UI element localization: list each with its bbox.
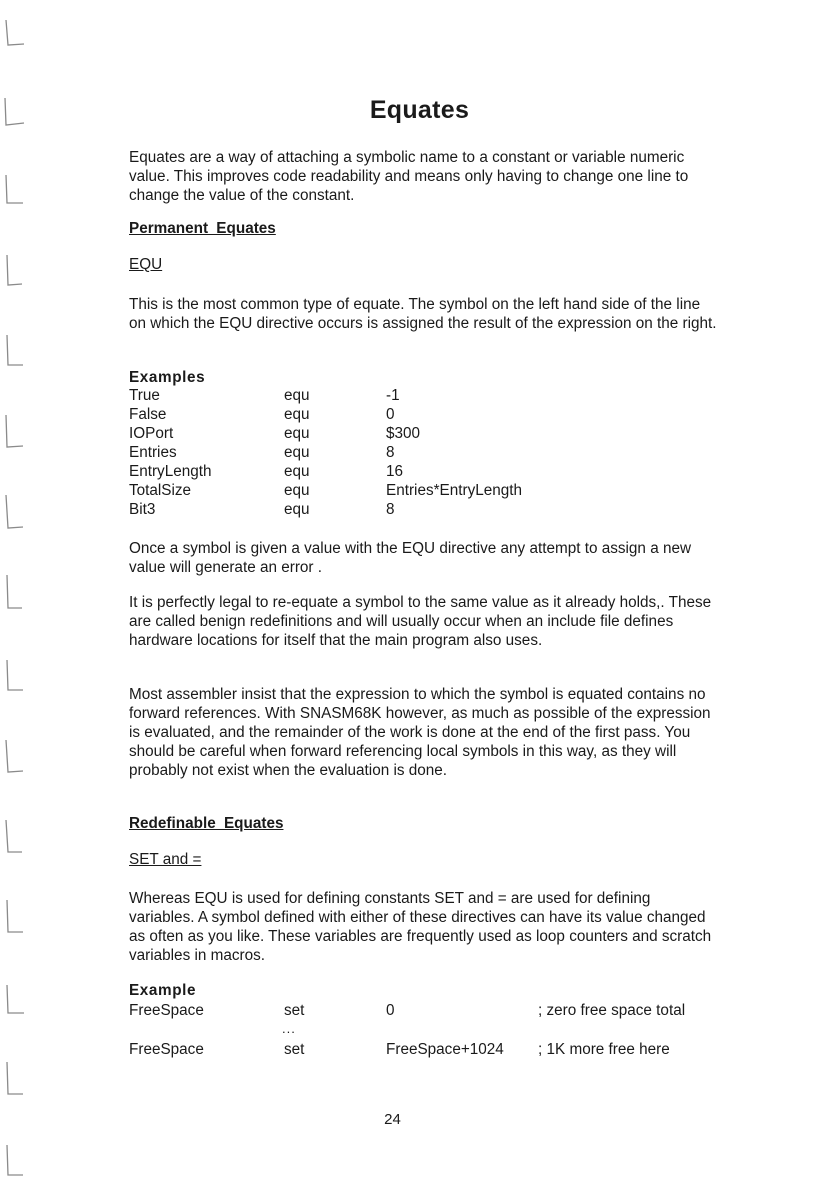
table-row [129, 424, 729, 443]
symbol-cell: TotalSize [129, 482, 192, 499]
ellipsis-row [129, 1020, 729, 1040]
value-cell: Entries*EntryLength [386, 482, 523, 499]
symbol-cell: FreeSpace [129, 1002, 204, 1019]
value-cell: 8 [386, 501, 395, 518]
directive-cell: equ [284, 406, 310, 423]
symbol-cell: Bit3 [129, 501, 156, 518]
page-number: 24 [384, 1111, 401, 1128]
directive-cell: equ [284, 463, 310, 480]
symbol-cell: False [129, 406, 167, 423]
table-row [129, 481, 729, 500]
symbol-cell: IOPort [129, 425, 174, 442]
table-row [129, 462, 729, 481]
equ-subheading: EQU [129, 256, 163, 273]
table-row [129, 386, 729, 405]
directive-cell: equ [284, 387, 310, 404]
symbol-cell: FreeSpace [129, 1041, 204, 1058]
redefinable-equates-heading: Redefinable Equates [129, 815, 284, 832]
symbol-cell: True [129, 387, 160, 404]
comment-cell: ; 1K more free here [538, 1041, 670, 1058]
value-cell: 8 [386, 444, 395, 461]
equ-examples-table [129, 386, 729, 519]
example-label: Example [129, 982, 197, 999]
value-cell: FreeSpace+1024 [386, 1041, 504, 1058]
value-cell: -1 [386, 387, 400, 404]
directive-cell: equ [284, 501, 310, 518]
value-cell: 0 [386, 1002, 395, 1019]
directive-cell: equ [284, 444, 310, 461]
set-example-table [129, 1001, 729, 1059]
value-cell: 0 [386, 406, 395, 423]
table-row [129, 443, 729, 462]
directive-cell: set [284, 1002, 305, 1019]
permanent-equates-heading: Permanent Equates [129, 220, 276, 237]
table-row [129, 500, 729, 519]
value-cell: 16 [386, 463, 404, 480]
intro-paragraph: Equates are a way of attaching a symbolic name to a constant or variable numeric value. This improves code readability and means only having to change one line to change the value of the constant. [129, 149, 689, 204]
forward-reference-paragraph: Most assembler insist that the expression to which the symbol is equated contains no forward references. With SNASM68K however, as much as possible of the expression is evaluated, and the remainder of the work is done at the end of the first pass. You should be careful when forward referencing local symbols in this way, as they will probably not exist when the evaluation is done. [129, 686, 711, 779]
set-description: Whereas EQU is used for defining constants SET and = are used for defining variables. A symbol defined with either of these directives can have its value changed as often as you like. These variables are frequently used as loop counters and scratch variables in macros. [129, 890, 712, 964]
symbol-cell: Entries [129, 444, 177, 461]
ellipsis: ... [282, 1021, 296, 1036]
equ-description: This is the most common type of equate. The symbol on the left hand side of the line on which the EQU directive occurs is assigned the result of the expression on the right. [129, 296, 717, 332]
set-subheading: SET and = [129, 851, 202, 868]
table-row [129, 1001, 729, 1020]
directive-cell: equ [284, 425, 310, 442]
table-row [129, 1040, 729, 1059]
table-row [129, 405, 729, 424]
directive-cell: set [284, 1041, 305, 1058]
page-title: Equates [369, 96, 470, 124]
value-cell: $300 [386, 425, 421, 442]
equ-error-paragraph: Once a symbol is given a value with the EQU directive any attempt to assign a new value will generate an error . [129, 540, 692, 576]
benign-redefinition-paragraph: It is perfectly legal to re-equate a symbol to the same value as it already holds,. These are called benign redefinitions and will usually occur when an include file defines hardware locations for itself that the main program also uses. [129, 594, 712, 649]
directive-cell: equ [284, 482, 310, 499]
examples-label: Examples [129, 369, 206, 386]
comment-cell: ; zero free space total [538, 1002, 686, 1019]
symbol-cell: EntryLength [129, 463, 212, 480]
